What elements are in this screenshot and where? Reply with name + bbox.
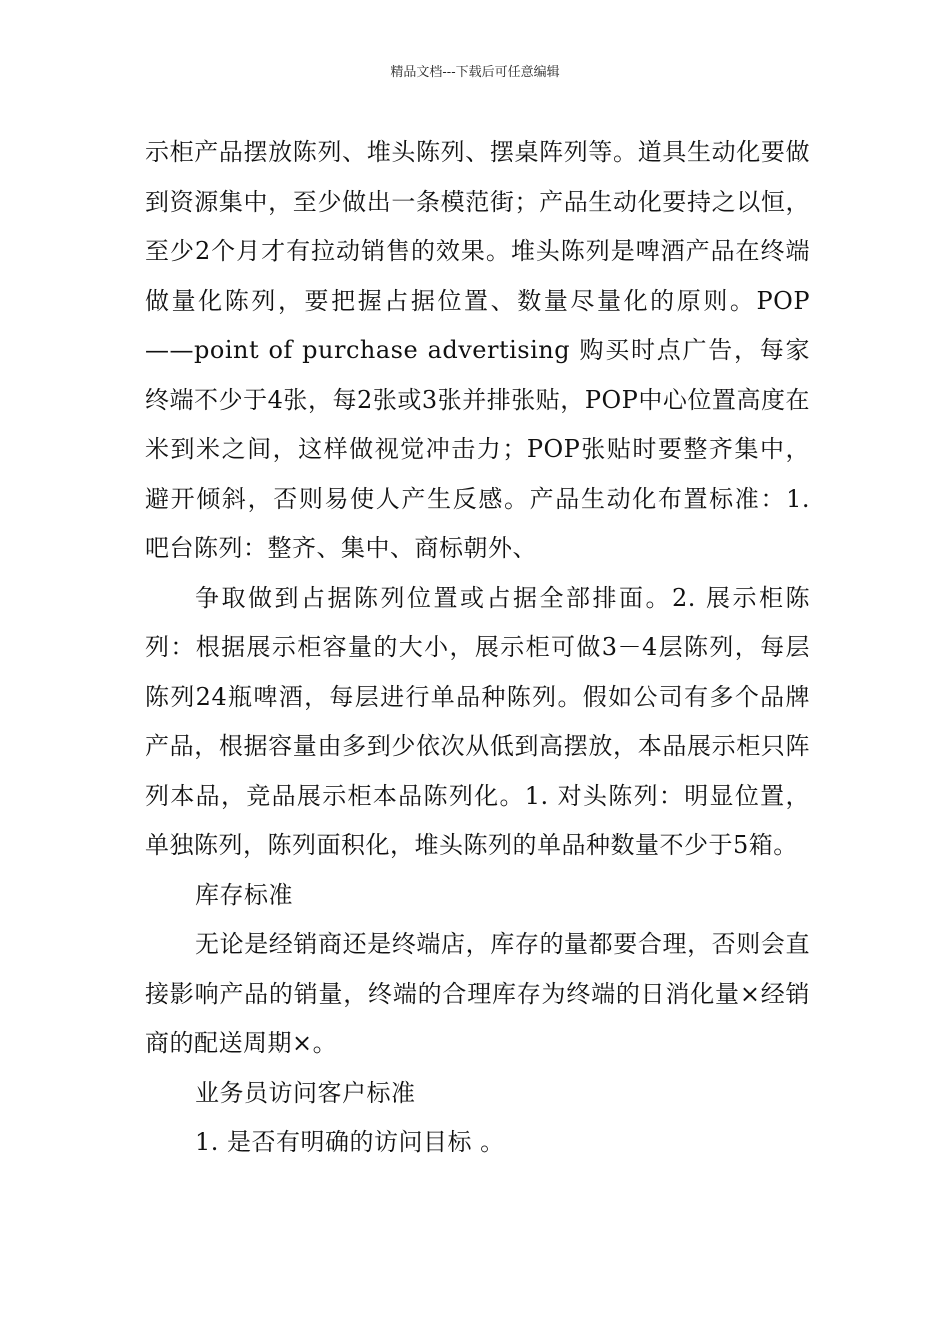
paragraph-display-standards: 示柜产品摆放陈列、堆头陈列、摆桌阵列等。道具生动化要做到资源集中，至少做出一条模范街；产品生动化要持之以恒，至少2个月才有拉动销售的效果。堆头陈列是啤酒产品在终端做量化陈列，要把握占据位置、数量尽量化的原则。POP——point of purchase advertising 购买时点广告，每家终端不少于4张，每2张或3张并排张贴，POP中心位置高度在米到米之间，这样做视觉冲击力；POP张贴时要整齐集中，避开倾斜，否则易使人产生反感。产品生动化布置标准：1. 吧台陈列：整齐、集中、商标朝外、: [145, 138, 810, 562]
document-body: [145, 128, 810, 1168]
section-heading-inventory: 库存标准: [195, 880, 293, 909]
list-item-visit-goal: 1. 是否有明确的访问目标 。: [195, 1128, 505, 1156]
page-header: 精品文档---下载后可任意编辑: [390, 65, 560, 80]
paragraph-display-cabinet: 争取做到占据陈列位置或占据全部排面。2. 展示柜陈列：根据展示柜容量的大小，展示柜可做3－4层陈列，每层陈列24瓶啤酒，每层进行单品种陈列。假如公司有多个品牌产品，根据容量由多到少依次从低到高摆放，本品展示柜只阵列本品，竞品展示柜本品陈列化。1. 对头陈列：明显位置，单独陈列，陈列面积化，堆头陈列的单品种数量不少于5箱。: [145, 583, 810, 859]
paragraph-inventory: 无论是经销商还是终端店，库存的量都要合理，否则会直接影响产品的销量，终端的合理库存为终端的日消化量×经销商的配送周期×。: [145, 930, 810, 1057]
section-heading-visit-standards: 业务员访问客户标准: [195, 1078, 416, 1107]
